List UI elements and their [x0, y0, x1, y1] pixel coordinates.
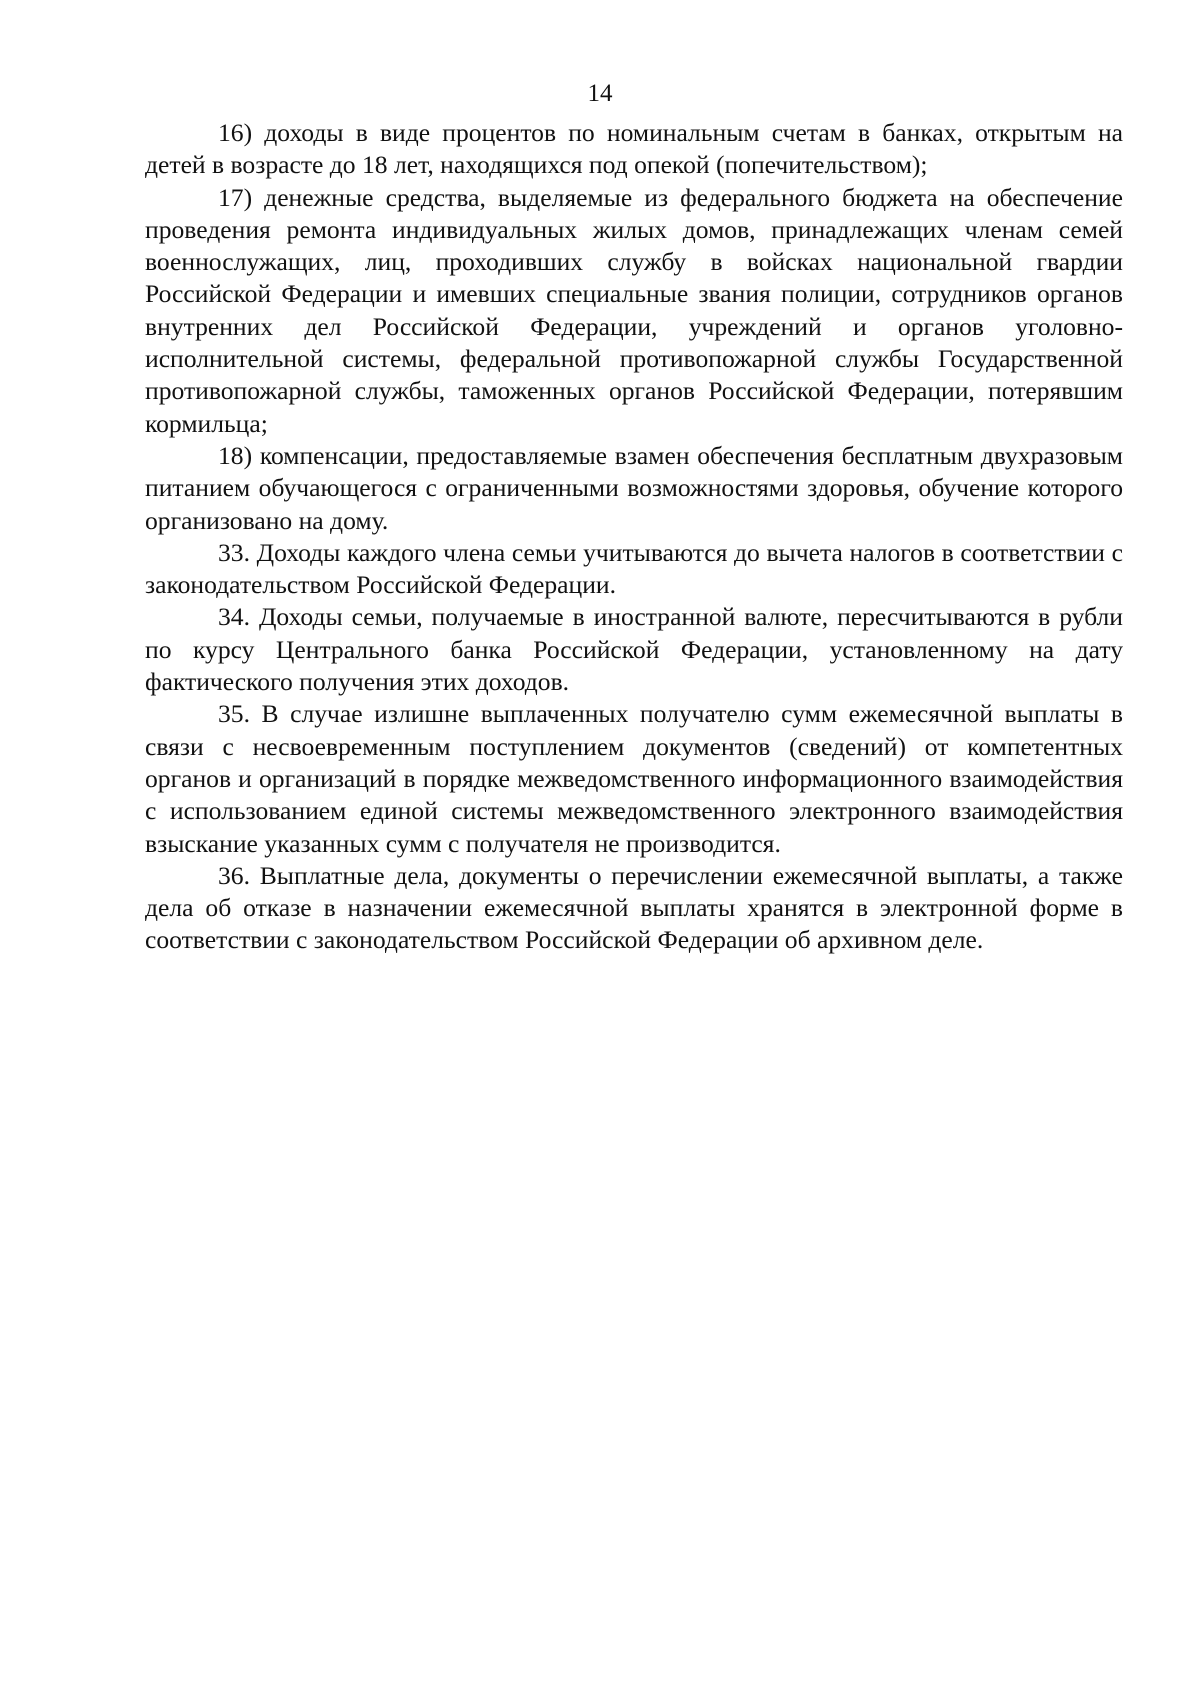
paragraph-clause-34: 34. Доходы семьи, получаемые в иностранной валюте, пересчитываются в рубли по курсу Центрального банка Российской Федерации, установленному на дату фактического получения этих доходов. [145, 602, 1123, 697]
paragraph-item-18: 18) компенсации, предоставляемые взамен обеспечения бесплатным двухразовым питанием обучающегося с ограниченными возможностями здоровья, обучение которого организовано на дому. [145, 440, 1123, 535]
paragraph-clause-36: 36. Выплатные дела, документы о перечислении ежемесячной выплаты, а также дела об отказе в назначении ежемесячной выплаты хранятся в электронной форме в соответствии с законодательством Российской Федерации об архивном деле. [145, 860, 1123, 955]
document-body [145, 117, 1123, 957]
paragraph-item-16: 16) доходы в виде процентов по номинальным счетам в банках, открытым на детей в возрасте до 18 лет, находящихся под опекой (попечительством); [145, 118, 1123, 180]
paragraph-clause-35: 35. В случае излишне выплаченных получателю сумм ежемесячной выплаты в связи с несвоевременным поступлением документов (сведений) от компетентных органов и организаций в порядке межведомственного информационного взаимодействия с использованием единой системы межведомственного электронного взаимодействия взыскание указанных сумм с получателя не производится. [145, 699, 1123, 858]
paragraph-clause-33: 33. Доходы каждого члена семьи учитываются до вычета налогов в соответствии с законодательством Российской Федерации. [145, 537, 1123, 600]
page-number: 14 [587, 80, 613, 107]
paragraph-item-17: 17) денежные средства, выделяемые из федерального бюджета на обеспечение проведения ремонта индивидуальных жилых домов, принадлежащих членам семей военнослужащих, лиц, проходивших службу в войсках национальной гвардии Российской Федерации и имевших специальные звания полиции, сотрудников органов внутренних дел Российской Федерации, учреждений и органов уголовно-исполнительной системы, федеральной противопожарной службы Государственной противопожарной службы, таможенных органов Российской Федерации, потерявшим кормильца; [145, 182, 1123, 438]
